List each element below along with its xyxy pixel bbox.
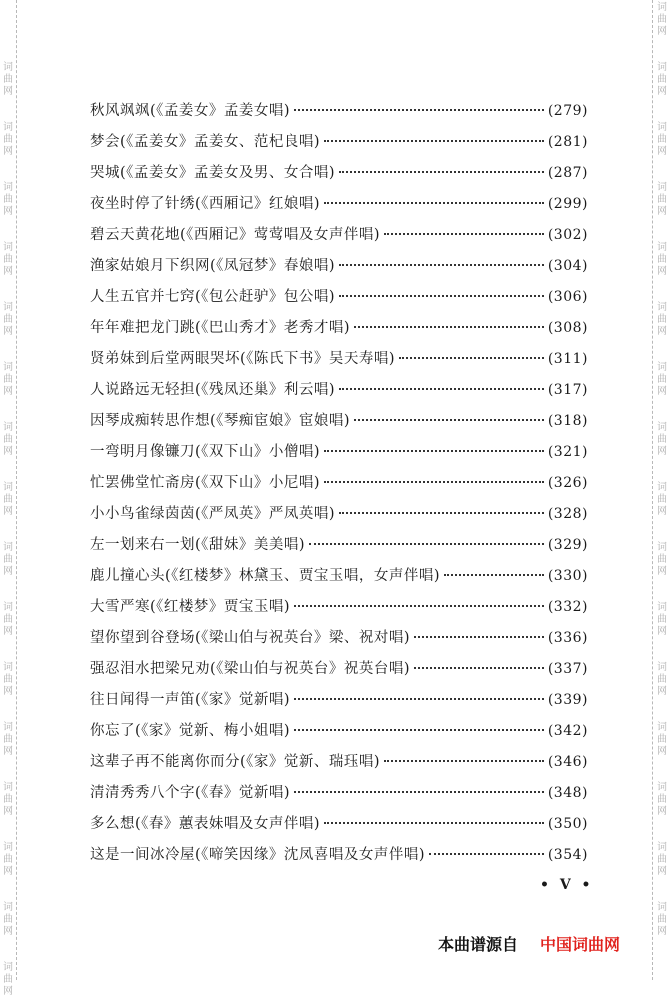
watermark-glyph: 词 <box>657 122 667 133</box>
watermark-glyph: 网 <box>3 626 13 637</box>
watermark-glyph: 词 <box>657 362 667 373</box>
toc-leader-dots <box>399 357 544 359</box>
watermark-glyph: 词 <box>3 62 13 73</box>
watermark-glyph-group <box>655 242 669 278</box>
toc-entry-title: 人说路远无轻担(《残凤还巢》利云唱) <box>90 382 336 398</box>
watermark-glyph: 曲 <box>657 674 667 685</box>
toc-entry[interactable] <box>90 437 588 468</box>
watermark-glyph: 曲 <box>3 674 13 685</box>
toc-leader-dots <box>339 171 544 173</box>
toc-leader-dots <box>339 388 544 390</box>
toc-entry-title: 哭城(《孟姜女》孟姜女及男、女合唱) <box>90 165 336 181</box>
toc-entry-title: 你忘了(《家》觉新、梅小姐唱) <box>90 723 291 739</box>
toc-entry[interactable] <box>90 158 588 189</box>
watermark-glyph: 词 <box>3 242 13 253</box>
watermark-glyph-group <box>655 302 669 338</box>
watermark-glyph: 曲 <box>3 854 13 865</box>
toc-entry[interactable] <box>90 375 588 406</box>
toc-entry-page: (304) <box>547 258 588 274</box>
toc-entry[interactable] <box>90 809 588 840</box>
toc-leader-dots <box>429 853 544 855</box>
watermark-glyph-group <box>655 62 669 98</box>
watermark-glyph-group <box>1 722 15 758</box>
watermark-glyph: 网 <box>657 686 667 697</box>
watermark-glyph: 词 <box>3 962 13 973</box>
toc-entry[interactable] <box>90 716 588 747</box>
watermark-glyph: 词 <box>657 302 667 313</box>
toc-entry-page: (287) <box>547 165 588 181</box>
watermark-glyph: 词 <box>3 602 13 613</box>
watermark-glyph: 网 <box>657 326 667 337</box>
watermark-glyph: 曲 <box>3 194 13 205</box>
watermark-glyph: 网 <box>657 806 667 817</box>
toc-entry-title: 小小鸟雀绿茵茵(《严凤英》严凤英唱) <box>90 506 336 522</box>
toc-leader-dots <box>339 264 544 266</box>
toc-entry[interactable] <box>90 282 588 313</box>
toc-entry-title: 大雪严寒(《红楼梦》贾宝玉唱) <box>90 599 291 615</box>
watermark-glyph-group <box>1 782 15 818</box>
toc-entry[interactable] <box>90 406 588 437</box>
watermark-glyph: 词 <box>3 782 13 793</box>
watermark-glyph: 词 <box>657 182 667 193</box>
toc-entry-page: (328) <box>547 506 588 522</box>
toc-entry-title: 往日闻得一声笛(《家》觉新唱) <box>90 692 291 708</box>
watermark-glyph-group <box>655 422 669 458</box>
toc-entry-page: (346) <box>547 754 588 770</box>
toc-entry-title: 这是一间冰冷屋(《啼笑因缘》沈凤喜唱及女声伴唱) <box>90 847 426 863</box>
watermark-glyph: 曲 <box>3 434 13 445</box>
toc-leader-dots <box>354 326 544 328</box>
toc-entry-title: 梦会(《孟姜女》孟姜女、范杞良唱) <box>90 134 321 150</box>
watermark-glyph: 词 <box>3 842 13 853</box>
watermark-glyph-group <box>655 482 669 518</box>
watermark-glyph: 网 <box>3 506 13 517</box>
toc-leader-dots <box>414 636 544 638</box>
watermark-glyph-group <box>1 842 15 878</box>
toc-entry-page: (348) <box>547 785 588 801</box>
watermark-glyph-group <box>655 662 669 698</box>
watermark-glyph-group <box>655 2 669 38</box>
watermark-glyph: 网 <box>3 446 13 457</box>
toc-entry-title: 忙罢佛堂忙斋房(《双下山》小尼唱) <box>90 475 321 491</box>
watermark-glyph: 词 <box>3 182 13 193</box>
toc-entry-page: (302) <box>547 227 588 243</box>
watermark-glyph: 词 <box>3 722 13 733</box>
toc-entry[interactable] <box>90 654 588 685</box>
toc-entry-page: (336) <box>547 630 588 646</box>
watermark-glyph: 曲 <box>657 614 667 625</box>
table-of-contents <box>90 96 588 871</box>
watermark-glyph: 词 <box>657 602 667 613</box>
watermark-glyph: 网 <box>657 926 667 937</box>
toc-entry-title: 渔家姑娘月下织网(《凤冠梦》春娘唱) <box>90 258 336 274</box>
toc-leader-dots <box>444 574 544 576</box>
watermark-glyph: 网 <box>657 386 667 397</box>
watermark-glyph: 曲 <box>3 374 13 385</box>
watermark-glyph-group <box>1 182 15 218</box>
watermark-glyph-group <box>1 482 15 518</box>
watermark-glyph: 网 <box>3 686 13 697</box>
watermark-glyph-group <box>1 362 15 398</box>
watermark-glyph-group <box>1 542 15 578</box>
watermark-glyph: 曲 <box>657 14 667 25</box>
watermark-glyph: 网 <box>657 446 667 457</box>
watermark-glyph: 曲 <box>657 74 667 85</box>
toc-leader-dots <box>324 140 544 142</box>
toc-leader-dots <box>339 295 544 297</box>
toc-entry[interactable] <box>90 530 588 561</box>
toc-entry-title: 多么想(《春》蕙表妹唱及女声伴唱) <box>90 816 321 832</box>
watermark-glyph-group <box>1 62 15 98</box>
watermark-glyph: 网 <box>3 806 13 817</box>
watermark-glyph: 词 <box>3 362 13 373</box>
toc-entry[interactable] <box>90 127 588 158</box>
toc-entry[interactable] <box>90 189 588 220</box>
toc-entry-title: 鹿儿撞心头(《红楼梦》林黛玉、贾宝玉唱，女声伴唱) <box>90 568 441 584</box>
watermark-glyph-group <box>655 842 669 878</box>
footer-credit <box>438 932 620 955</box>
watermark-glyph: 曲 <box>657 374 667 385</box>
toc-entry-title: 望你望到谷登场(《梁山伯与祝英台》梁、祝对唱) <box>90 630 411 646</box>
toc-leader-dots <box>294 109 544 111</box>
toc-entry-page: (279) <box>547 103 588 119</box>
watermark-glyph: 网 <box>657 26 667 37</box>
watermark-glyph-group <box>655 362 669 398</box>
watermark-glyph: 词 <box>3 902 13 913</box>
watermark-glyph: 曲 <box>3 314 13 325</box>
watermark-glyph: 曲 <box>657 134 667 145</box>
watermark-glyph: 曲 <box>3 794 13 805</box>
toc-leader-dots <box>324 450 544 452</box>
toc-entry-page: (350) <box>547 816 588 832</box>
footer-site-link[interactable]: 中国词曲网 <box>540 935 621 954</box>
watermark-glyph: 曲 <box>657 794 667 805</box>
watermark-glyph: 曲 <box>657 734 667 745</box>
right-margin-dashed-line <box>652 0 653 980</box>
watermark-glyph: 词 <box>3 662 13 673</box>
watermark-glyph: 曲 <box>657 314 667 325</box>
watermark-glyph: 网 <box>3 746 13 757</box>
toc-entry-page: (354) <box>547 847 588 863</box>
toc-entry-title: 夜坐时停了针绣(《西厢记》红娘唱) <box>90 196 321 212</box>
watermark-glyph: 曲 <box>657 254 667 265</box>
watermark-glyph: 网 <box>657 866 667 877</box>
toc-entry-title: 人生五官并七窍(《包公赶驴》包公唱) <box>90 289 336 305</box>
toc-leader-dots <box>294 698 544 700</box>
watermark-glyph: 曲 <box>657 194 667 205</box>
watermark-glyph: 网 <box>657 566 667 577</box>
watermark-glyph: 网 <box>3 926 13 937</box>
toc-entry[interactable] <box>90 251 588 282</box>
watermark-glyph: 网 <box>3 326 13 337</box>
watermark-glyph: 曲 <box>3 74 13 85</box>
toc-entry-page: (318) <box>547 413 588 429</box>
watermark-glyph-group <box>655 782 669 818</box>
watermark-glyph: 词 <box>657 422 667 433</box>
toc-entry[interactable] <box>90 623 588 654</box>
watermark-glyph: 曲 <box>3 734 13 745</box>
watermark-glyph: 网 <box>657 86 667 97</box>
toc-entry[interactable] <box>90 747 588 778</box>
watermark-glyph-group <box>655 122 669 158</box>
toc-entry[interactable] <box>90 220 588 251</box>
watermark-glyph: 网 <box>3 266 13 277</box>
toc-entry[interactable] <box>90 344 588 375</box>
toc-entry[interactable] <box>90 592 588 623</box>
toc-entry-page: (337) <box>547 661 588 677</box>
toc-entry-page: (321) <box>547 444 588 460</box>
toc-leader-dots <box>309 543 544 545</box>
watermark-glyph: 词 <box>657 542 667 553</box>
watermark-glyph: 曲 <box>3 134 13 145</box>
watermark-glyph: 词 <box>657 482 667 493</box>
watermark-glyph: 网 <box>657 146 667 157</box>
toc-leader-dots <box>294 729 544 731</box>
watermark-glyph: 词 <box>657 242 667 253</box>
watermark-glyph: 词 <box>3 542 13 553</box>
watermark-glyph: 词 <box>3 422 13 433</box>
watermark-glyph: 曲 <box>657 434 667 445</box>
toc-leader-dots <box>414 667 544 669</box>
watermark-glyph-group <box>655 902 669 938</box>
toc-leader-dots <box>354 419 544 421</box>
toc-entry-page: (311) <box>547 351 588 367</box>
watermark-glyph: 网 <box>3 386 13 397</box>
watermark-glyph: 曲 <box>3 974 13 985</box>
watermark-glyph: 网 <box>3 206 13 217</box>
watermark-glyph: 网 <box>3 566 13 577</box>
toc-entry-title: 贤弟妹到后堂两眼哭坏(《陈氏下书》吴天寿唱) <box>90 351 396 367</box>
toc-entry-title: 一弯明月像镰刀(《双下山》小僧唱) <box>90 444 321 460</box>
watermark-glyph: 曲 <box>657 494 667 505</box>
watermark-glyph: 词 <box>657 662 667 673</box>
toc-leader-dots <box>294 791 544 793</box>
toc-entry-title: 因琴成痴转思作想(《琴痴宦娘》宦娘唱) <box>90 413 351 429</box>
watermark-glyph: 词 <box>3 122 13 133</box>
watermark-glyph: 网 <box>657 746 667 757</box>
watermark-glyph: 曲 <box>657 914 667 925</box>
watermark-glyph-group <box>1 242 15 278</box>
watermark-glyph: 网 <box>657 206 667 217</box>
watermark-glyph: 网 <box>657 506 667 517</box>
toc-entry[interactable] <box>90 685 588 716</box>
watermark-glyph-group <box>655 542 669 578</box>
toc-entry[interactable] <box>90 468 588 499</box>
watermark-glyph: 曲 <box>3 554 13 565</box>
watermark-glyph: 曲 <box>3 614 13 625</box>
toc-entry-title: 秋风飒飒(《孟姜女》孟姜女唱) <box>90 103 291 119</box>
watermark-glyph-group <box>1 902 15 938</box>
watermark-glyph: 词 <box>657 902 667 913</box>
watermark-glyph: 曲 <box>3 494 13 505</box>
watermark-glyph-group <box>1 302 15 338</box>
toc-entry-page: (329) <box>547 537 588 553</box>
watermark-glyph-group <box>655 602 669 638</box>
toc-entry-title: 左一划来右一划(《甜妹》美美唱) <box>90 537 306 553</box>
toc-entry-title: 年年难把龙门跳(《巴山秀才》老秀才唱) <box>90 320 351 336</box>
watermark-glyph-group <box>1 422 15 458</box>
watermark-glyph: 曲 <box>657 554 667 565</box>
watermark-glyph-group <box>1 962 15 998</box>
watermark-glyph: 词 <box>657 782 667 793</box>
watermark-glyph: 曲 <box>3 254 13 265</box>
toc-leader-dots <box>294 605 544 607</box>
toc-leader-dots <box>384 233 544 235</box>
toc-entry-page: (330) <box>547 568 588 584</box>
toc-entry-page: (299) <box>547 196 588 212</box>
toc-entry-page: (306) <box>547 289 588 305</box>
watermark-glyph: 词 <box>3 302 13 313</box>
watermark-glyph-group <box>1 662 15 698</box>
watermark-glyph: 网 <box>3 146 13 157</box>
toc-entry-page: (281) <box>547 134 588 150</box>
toc-entry-title: 清清秀秀八个字(《春》觉新唱) <box>90 785 291 801</box>
toc-entry-title: 碧云天黄花地(《西厢记》莺莺唱及女声伴唱) <box>90 227 381 243</box>
toc-entry-page: (317) <box>547 382 588 398</box>
watermark-glyph: 曲 <box>3 914 13 925</box>
toc-leader-dots <box>324 822 544 824</box>
watermark-glyph: 词 <box>657 62 667 73</box>
toc-entry-page: (342) <box>547 723 588 739</box>
toc-leader-dots <box>384 760 544 762</box>
watermark-glyph: 词 <box>657 842 667 853</box>
watermark-glyph: 曲 <box>657 854 667 865</box>
watermark-glyph-group <box>655 722 669 758</box>
toc-leader-dots <box>339 512 544 514</box>
toc-entry-page: (308) <box>547 320 588 336</box>
watermark-glyph: 词 <box>3 482 13 493</box>
page-number: • V • <box>540 877 594 893</box>
watermark-glyph: 网 <box>657 626 667 637</box>
watermark-glyph: 网 <box>3 986 13 997</box>
watermark-glyph: 网 <box>3 866 13 877</box>
toc-entry[interactable] <box>90 778 588 809</box>
watermark-glyph: 网 <box>3 86 13 97</box>
watermark-glyph-group <box>1 602 15 638</box>
toc-entry-page: (326) <box>547 475 588 491</box>
footer-source-text: 本曲谱源自 <box>438 935 519 954</box>
watermark-glyph: 词 <box>657 722 667 733</box>
watermark-glyph: 词 <box>657 2 667 13</box>
watermark-glyph: 网 <box>657 266 667 277</box>
toc-entry-page: (332) <box>547 599 588 615</box>
toc-entry[interactable] <box>90 840 588 871</box>
toc-entry-title: 强忍泪水把梁兄劝(《梁山伯与祝英台》祝英台唱) <box>90 661 411 677</box>
left-margin-dashed-line <box>16 0 17 980</box>
toc-entry[interactable] <box>90 499 588 530</box>
watermark-glyph-group <box>1 122 15 158</box>
toc-entry[interactable] <box>90 313 588 344</box>
toc-leader-dots <box>324 481 544 483</box>
toc-entry-title: 这辈子再不能离你而分(《家》觉新、瑞珏唱) <box>90 754 381 770</box>
toc-entry-page: (339) <box>547 692 588 708</box>
watermark-glyph-group <box>655 182 669 218</box>
toc-entry[interactable] <box>90 561 588 592</box>
toc-entry[interactable] <box>90 96 588 127</box>
toc-leader-dots <box>324 202 544 204</box>
